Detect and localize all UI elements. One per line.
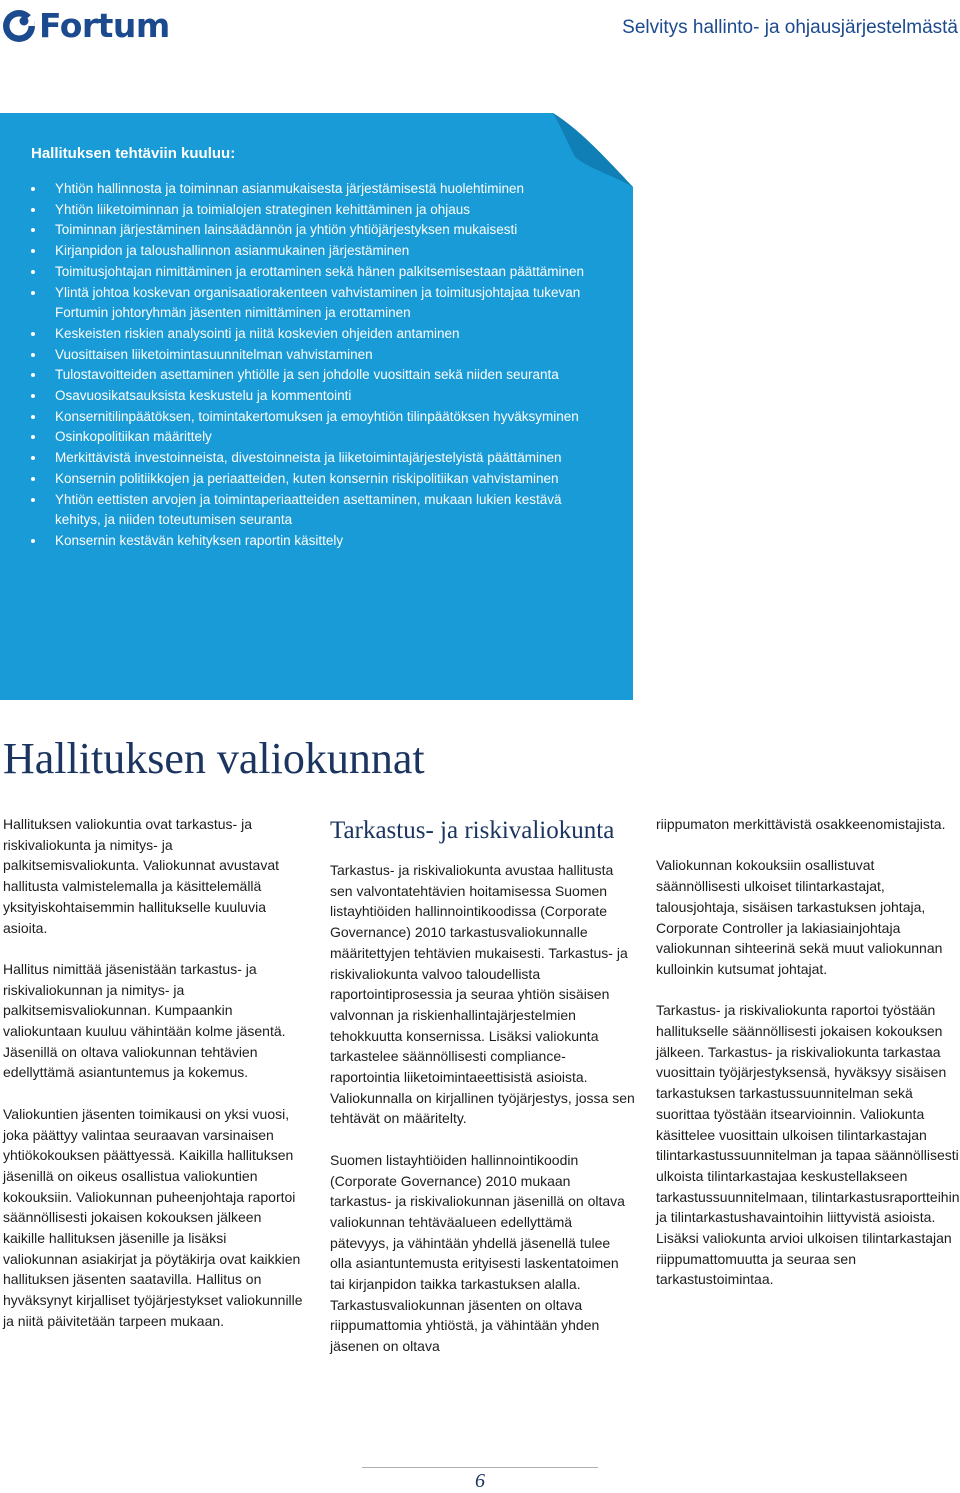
paragraph: Hallituksen valiokuntia ovat tarkastus- ja riskivaliokunta ja nimitys- ja palkitsemisvaliokunta. Valiokunnat avustavat hallitusta valmistelemalla ja käsittelemällä yksityiskohtaisemmin hallitukselle kuuluvia asioita. — [3, 816, 280, 936]
list-item: Osavuosikatsauksista keskustelu ja kommentointi — [31, 386, 586, 407]
page-number: 6 — [475, 1470, 485, 1492]
paragraph: Hallitus nimittää jäsenistään tarkastus- ja riskivaliokunnan ja nimitys- ja palkitsemisvaliokunnan. Kumpaankin valiokuntaan kuuluu vähintään kolme jäsentä. Jäsenillä on oltava valiokunnan tehtävien edellyttämä asiantuntemus ja kokemus. — [3, 960, 286, 1081]
text-column-1 — [3, 814, 303, 1352]
list-item: Konsernitilinpäätöksen, toimintakertomuksen ja emoyhtiön tilinpäätöksen hyväksyminen — [31, 407, 586, 428]
paragraph: Tarkastus- ja riskivaliokunta raportoi työstään hallitukselle säännöllisesti jokaisen kokouksen jälkeen. Tarkastus- ja riskivaliokunta tarkastaa vuosittain työjärjestyksensä, hyväksyy sisäisen tarkastuksen tarkastussuunnitelman sekä suorittaa työstään itsearvioinnin. Valiokunta käsittelee vuosittain ulkoisen tilintarkastajan tilintarkastussuunnitelman ja tapaa säännöllisesti ulkoista tilintarkastajaa keskustellakseen tarkastussuunnitelmaan, tilintarkastusraportteihin ja tilintarkastushavaintoihin liittyvistä asioista. Lisäksi valiokunta arvioi ulkoisen tilintarkastajan riippumattomuutta ja seuraa sen tarkastustoimintaa. — [656, 1002, 960, 1288]
list-item: Toiminnan järjestäminen lainsäädännön ja yhtiön yhtiöjärjestyksen mukaisesti — [31, 220, 586, 241]
paragraph: Valiokuntien jäsenten toimikausi on yksi vuosi, joka päättyy valintaa seuraavan varsinaisen yhtiökokouksen päättyessä. Kaikilla hallituksen jäsenillä on oikeus osallistua valiokuntien kokouksiin. Valiokunnan puheenjohtaja raportoi säännöllisesti jokaisen kokouksen jälkeen kaikille hallituksen jäsenille ja lisäksi valiokunnan asiakirjat ja pöytäkirja ovat kaikkien hallituksen jäsenten saatavilla. Hallitus on hyväksynyt kirjalliset työjärjestykset valiokunnille ja niitä päivitetään tarpeen mukaan. — [3, 1105, 303, 1329]
page-header — [0, 0, 960, 60]
list-item: Keskeisten riskien analysointi ja niitä koskevien ohjeiden antaminen — [31, 324, 586, 345]
paragraph: Tarkastus- ja riskivaliokunta avustaa hallitusta sen valvontatehtävien hoitamisessa Suomen listayhtiöiden hallinnointikoodissa (Corporate Governance) 2010 tarkastusvaliokunnalle määritettyjen tehtävien mukaisesti. Tarkastus- ja riskivaliokunta valvoo taloudellista raportointiprosessia ja seuraa yhtiön sisäisen valvonnan ja riskienhallintajärjestelmien tehokkuutta konsernissa. Lisäksi valiokunta tarkastelee säännöllisesti compliance-raportointia liiketoimintaeettisistä asioista. Valiokunnalla on kirjallinen työjärjestys, jossa sen tehtävät on määritelty. — [330, 862, 635, 1127]
paragraph: riippumaton merkittävistä osakkeenomistajista. — [656, 816, 946, 832]
list-item: Konsernin kestävän kehityksen raportin käsittely — [31, 531, 586, 552]
list-item: Konsernin politiikkojen ja periaatteiden, kuten konsernin riskipolitiikan vahvistaminen — [31, 469, 586, 490]
list-item: Osinkopolitiikan määrittely — [31, 427, 586, 448]
list-item: Ylintä johtoa koskevan organisaatiorakenteen vahvistaminen ja toimitusjohtajaa tukevan Fortumin johtoryhmän jäsenten nimittäminen ja erottaminen — [31, 283, 586, 324]
list-item: Yhtiön eettisten arvojen ja toimintaperiaatteiden asettaminen, mukaan lukien kestävä kehitys, ja niiden toteutumisen seuranta — [31, 490, 586, 531]
document-title: Selvitys hallinto- ja ohjausjärjestelmästä — [622, 17, 958, 38]
fortum-emblem-icon — [2, 9, 36, 43]
list-item: Tulostavoitteiden asettaminen yhtiölle ja sen johdolle vuosittain sekä niiden seuranta — [31, 365, 586, 386]
list-item: Yhtiön liiketoiminnan ja toimialojen strateginen kehittäminen ja ohjaus — [31, 200, 586, 221]
board-duties-panel — [0, 113, 633, 700]
paragraph: Suomen listayhtiöiden hallinnointikoodin (Corporate Governance) 2010 mukaan tarkastus- ja riskivaliokunnan jäsenillä on oltava valiokunnan tehtäväalueen edellyttämä pätevyys, ja vähintään yhdellä jäsenellä tulee olla asiantuntemusta erityisesti laskentatoimen tai kirjanpidon taikka tarkastuksen alalla. Tarkastusvaliokunnan jäsenten on oltava riippumattomia yhtiöstä, ja vähintään yhden jäsenen on oltava — [330, 1151, 625, 1355]
list-item: Merkittävistä investoinneista, divestoinneista ja liiketoimintajärjestelyistä päättäminen — [31, 448, 586, 469]
fortum-logo — [2, 6, 170, 45]
list-item: Vuosittaisen liiketoimintasuunnitelman vahvistaminen — [31, 345, 586, 366]
text-column-2 — [330, 814, 635, 1378]
list-item: Toimitusjohtajan nimittäminen ja erottaminen sekä hänen palkitsemisestaan päättäminen — [31, 262, 586, 283]
list-item: Kirjanpidon ja taloushallinnon asianmukainen järjestäminen — [31, 241, 586, 262]
board-duties-heading: Hallituksen tehtäviin kuuluu: — [31, 145, 236, 162]
logo-text: Fortum — [39, 6, 170, 45]
footer-divider — [362, 1467, 598, 1468]
text-column-3 — [656, 814, 960, 1311]
paragraph: Valiokunnan kokouksiin osallistuvat säännöllisesti ulkoiset tilintarkastajat, talousjohtaja, sisäisen tarkastuksen johtaja, Corporate Controller ja lakiasiainjohtaja valiokunnan sihteerinä sekä muut valiokunnan kulloinkin kutsumat johtajat. — [656, 857, 943, 977]
audit-committee-heading: Tarkastus- ja riskivaliokunta — [330, 817, 615, 844]
list-item: Yhtiön hallinnosta ja toiminnan asianmukaisesta järjestämisestä huolehtiminen — [31, 179, 586, 200]
section-title: Hallituksen valiokunnat — [3, 734, 425, 783]
board-duties-list — [31, 179, 586, 552]
